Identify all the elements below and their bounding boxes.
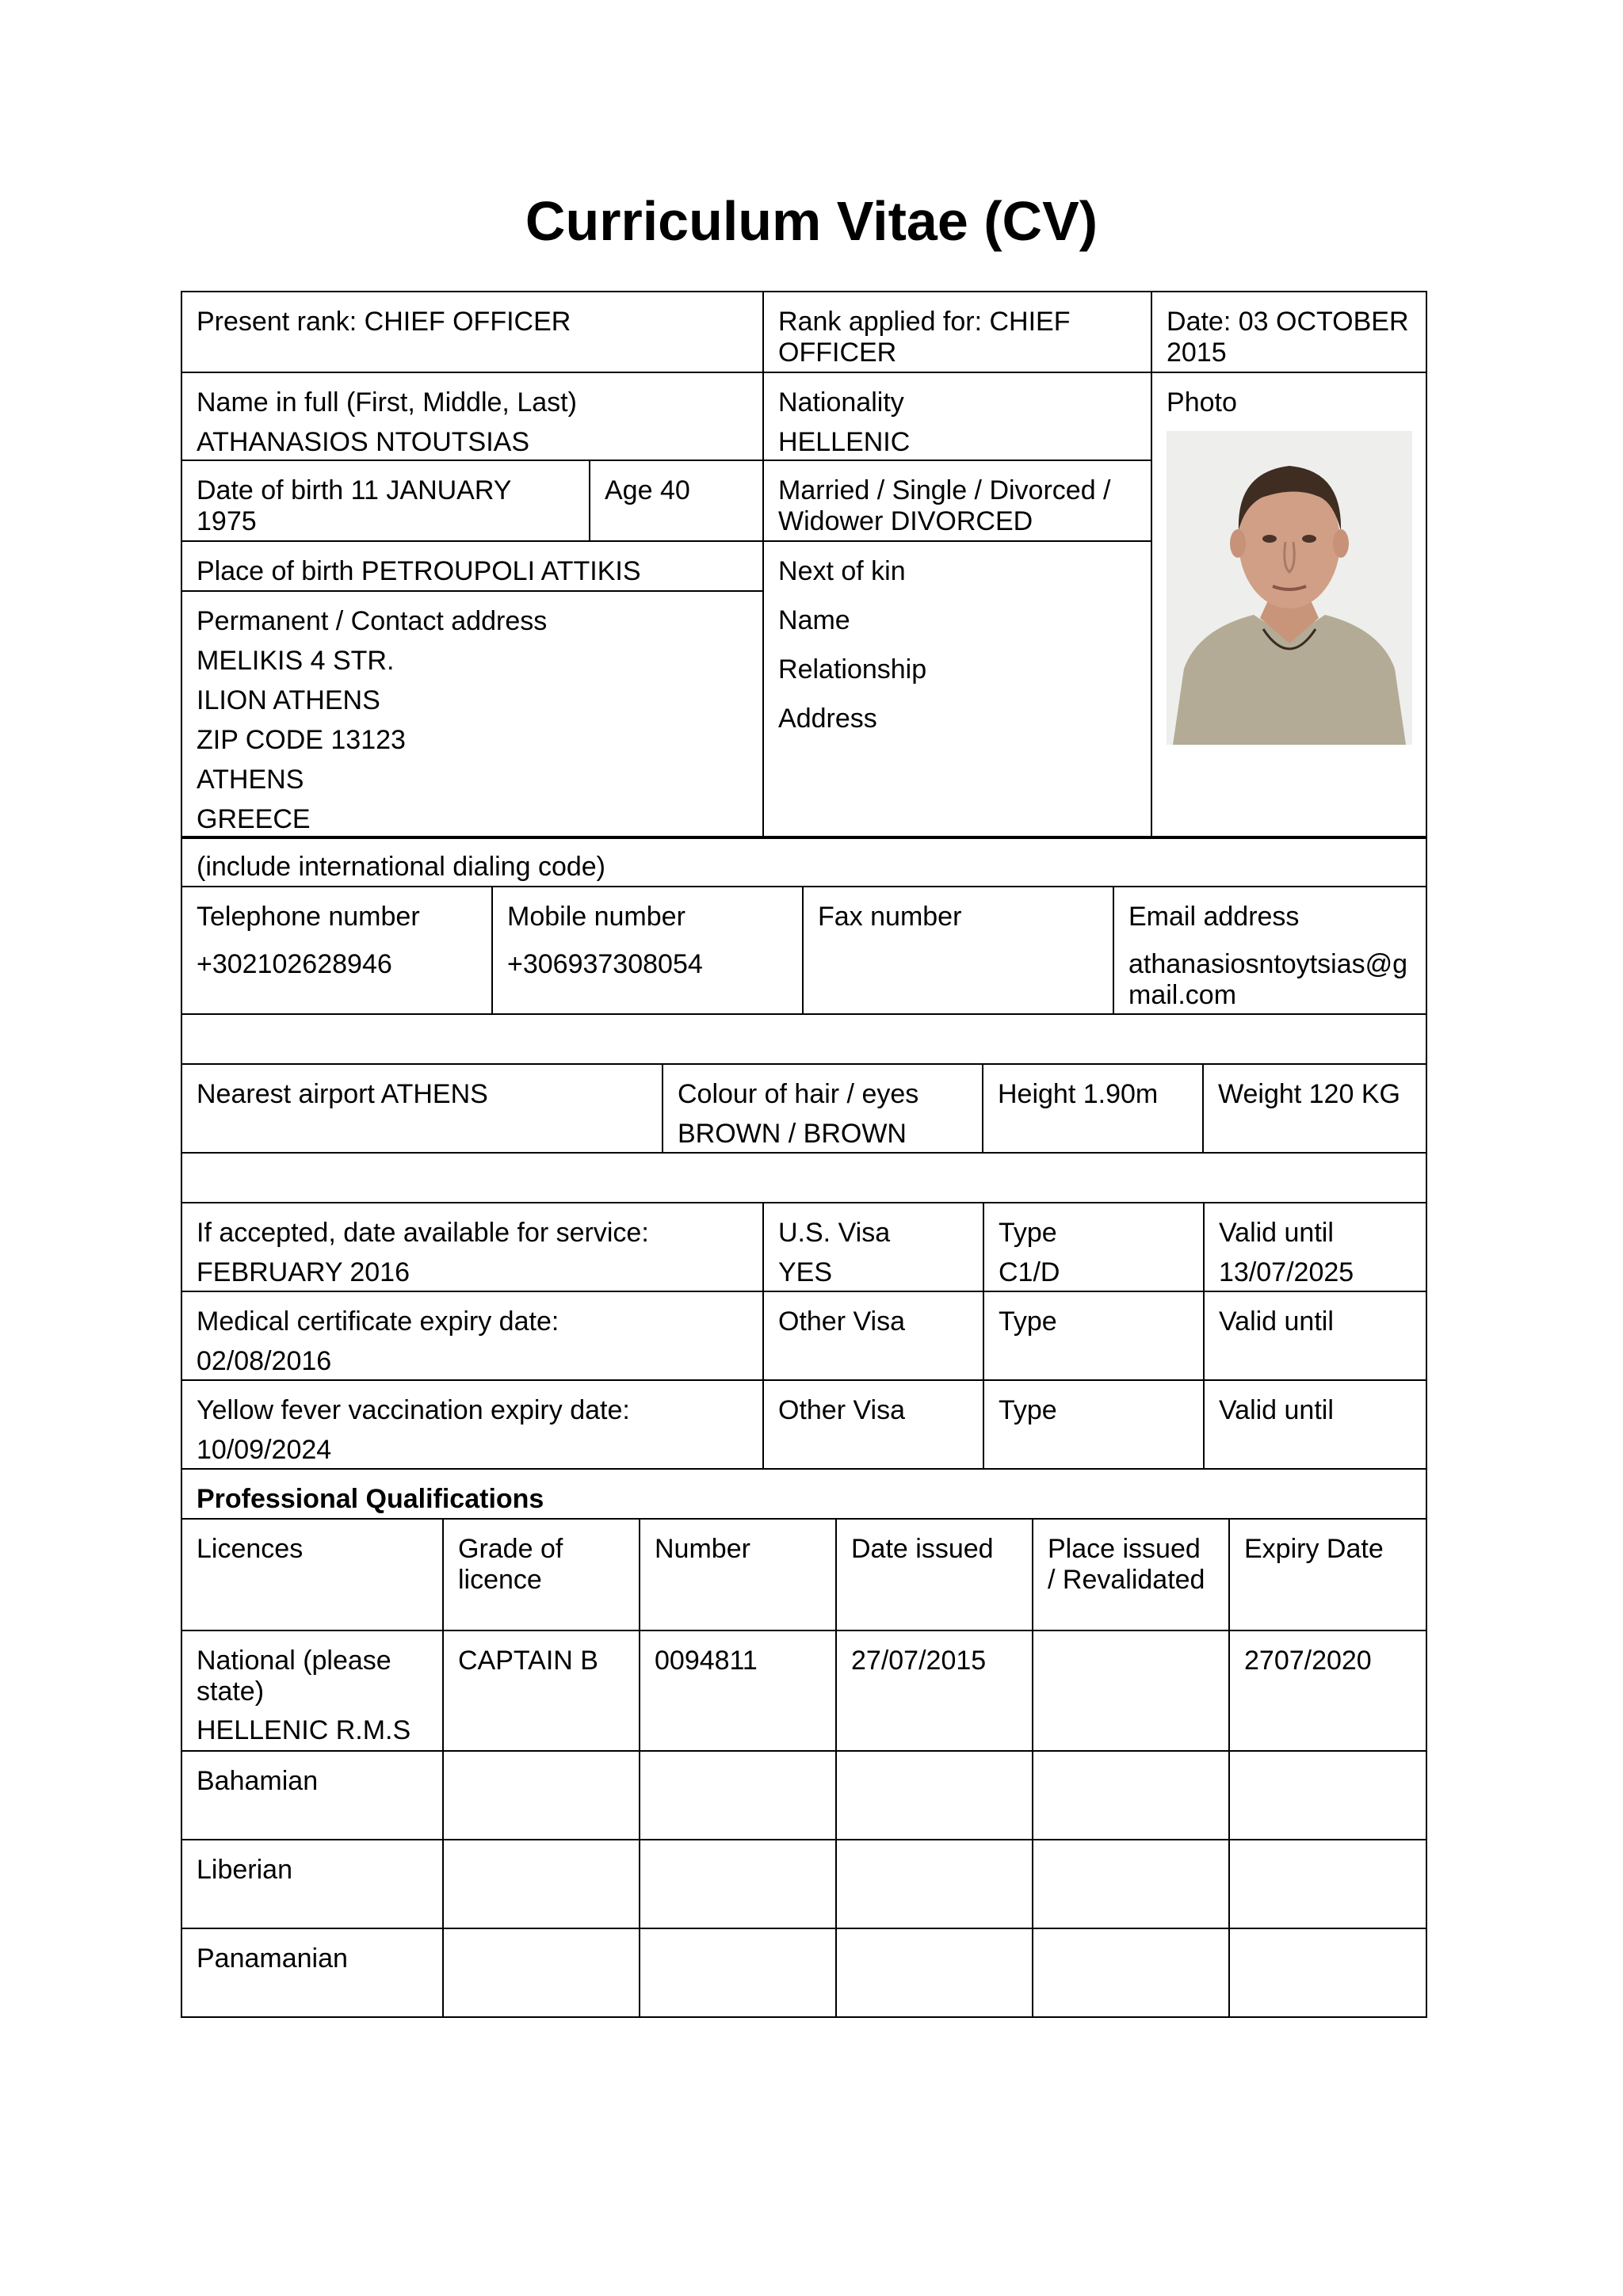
licence-country: Bahamian [181, 1751, 443, 1840]
us-visa-cell [763, 1203, 983, 1291]
medical-value: 02/08/2016 [197, 1346, 332, 1376]
applicant-photo-image [1167, 431, 1412, 745]
national-label: National (please state) [197, 1646, 391, 1707]
kin-name-label: Name [778, 605, 850, 635]
empty-cell [640, 1840, 836, 1928]
empty-cell [443, 1928, 640, 2017]
other-visa-label: Other Visa [763, 1291, 983, 1380]
nationality-label: Nationality [778, 387, 904, 418]
available-value: FEBRUARY 2016 [197, 1257, 410, 1287]
national-number: 0094811 [640, 1630, 836, 1751]
column-header: Grade of licence [443, 1519, 640, 1630]
personal-details-table [181, 291, 1427, 839]
licences-table [181, 1518, 1427, 2018]
place-of-birth: Place of birth PETROUPOLI ATTIKIS [181, 541, 763, 591]
medical-cell [181, 1291, 763, 1380]
licence-country: Panamanian [181, 1928, 443, 2017]
nationality-value: HELLENIC [778, 427, 911, 457]
column-header: Place issued / Revalidated [1033, 1519, 1229, 1630]
telephone-value: +302102628946 [197, 949, 392, 979]
table-row [181, 1840, 1426, 1928]
column-header: Expiry Date [1229, 1519, 1426, 1630]
marital-status: Married / Single / Divorced / Widower DIVORCED [763, 460, 1151, 541]
address-line: MELIKIS 4 STR. [197, 646, 395, 676]
fax-cell [803, 887, 1113, 1014]
address-line: ILION ATHENS [197, 685, 380, 715]
next-of-kin-label: Next of kin [778, 556, 906, 586]
column-header: Licences [181, 1519, 443, 1630]
hair-eyes-cell [663, 1064, 983, 1153]
hair-eyes-value: BROWN / BROWN [678, 1119, 907, 1149]
licence-country: Liberian [181, 1840, 443, 1928]
us-visa-valid-value: 13/07/2025 [1219, 1257, 1354, 1287]
dialing-code-note: (include international dialing code) [181, 837, 1426, 887]
telephone-label: Telephone number [197, 902, 420, 932]
telephone-cell [181, 887, 492, 1014]
national-date-issued: 27/07/2015 [836, 1630, 1033, 1751]
us-visa-type-label: Type [999, 1218, 1057, 1248]
us-visa-valid-label: Valid until [1219, 1218, 1334, 1248]
spacer-row [181, 1153, 1426, 1203]
weight: Weight 120 KG [1203, 1064, 1426, 1153]
page-title: Curriculum Vitae (CV) [525, 190, 1098, 252]
contact-table [181, 836, 1427, 1065]
email-label: Email address [1128, 902, 1300, 932]
other-visa-valid-label: Valid until [1204, 1291, 1426, 1380]
empty-cell [1229, 1928, 1426, 2017]
address-cell [181, 591, 763, 838]
availability-table [181, 1202, 1427, 1520]
date-of-birth: Date of birth 11 JANUARY 1975 [181, 460, 590, 541]
nearest-airport: Nearest airport ATHENS [181, 1064, 663, 1153]
empty-cell [836, 1840, 1033, 1928]
medical-label: Medical certificate expiry date: [197, 1306, 559, 1337]
photo-label: Photo [1167, 387, 1237, 418]
column-header: Date issued [836, 1519, 1033, 1630]
empty-cell [640, 1928, 836, 2017]
empty-cell [836, 1751, 1033, 1840]
mobile-value: +306937308054 [507, 949, 703, 979]
name-label: Name in full (First, Middle, Last) [197, 387, 577, 418]
nationality-cell [763, 372, 1151, 460]
fax-label: Fax number [818, 902, 962, 932]
yellow-fever-value: 10/09/2024 [197, 1435, 332, 1465]
physical-table [181, 1063, 1427, 1203]
us-visa-valid-cell [1204, 1203, 1426, 1291]
applicant-photo [1167, 431, 1412, 745]
hair-eyes-label: Colour of hair / eyes [678, 1079, 919, 1109]
address-line: ZIP CODE 13123 [197, 725, 406, 755]
empty-cell [836, 1928, 1033, 2017]
national-licence-cell [181, 1630, 443, 1751]
available-label: If accepted, date available for service: [197, 1218, 649, 1248]
empty-cell [640, 1751, 836, 1840]
kin-address-label: Address [778, 704, 877, 734]
height: Height 1.90m [983, 1064, 1203, 1153]
email-value: athanasiosntoytsias@gmail.com [1128, 949, 1408, 1010]
address-label: Permanent / Contact address [197, 606, 548, 636]
national-grade: CAPTAIN B [443, 1630, 640, 1751]
rank-applied: Rank applied for: CHIEF OFFICER [763, 292, 1151, 372]
other-visa-valid-label: Valid until [1204, 1380, 1426, 1469]
present-rank: Present rank: CHIEF OFFICER [181, 292, 763, 372]
empty-cell [1229, 1840, 1426, 1928]
table-row [181, 1630, 1426, 1751]
us-visa-value: YES [778, 1257, 833, 1287]
form-date: Date: 03 OCTOBER 2015 [1151, 292, 1426, 372]
mobile-label: Mobile number [507, 902, 685, 932]
table-row [181, 1751, 1426, 1840]
empty-cell [1033, 1840, 1229, 1928]
empty-cell [1033, 1928, 1229, 2017]
address-line: ATHENS [197, 765, 304, 795]
other-visa-type-label: Type [983, 1291, 1204, 1380]
other-visa-label: Other Visa [763, 1380, 983, 1469]
empty-cell [1033, 1751, 1229, 1840]
table-row [181, 1928, 1426, 2017]
spacer-row [181, 1014, 1426, 1064]
photo-cell [1151, 372, 1426, 838]
address-line: GREECE [197, 804, 311, 834]
mobile-cell [492, 887, 803, 1014]
national-expiry: 2707/2020 [1229, 1630, 1426, 1751]
kin-relationship-label: Relationship [778, 654, 927, 685]
other-visa-type-label: Type [983, 1380, 1204, 1469]
empty-cell [443, 1840, 640, 1928]
column-header: Number [640, 1519, 836, 1630]
yellow-fever-label: Yellow fever vaccination expiry date: [197, 1395, 630, 1425]
us-visa-type-value: C1/D [999, 1257, 1060, 1287]
us-visa-label: U.S. Visa [778, 1218, 891, 1248]
name-cell [181, 372, 763, 460]
email-cell [1113, 887, 1426, 1014]
us-visa-type-cell [983, 1203, 1204, 1291]
national-state: HELLENIC R.M.S [197, 1715, 411, 1745]
qualifications-heading: Professional Qualifications [181, 1469, 1426, 1519]
name-value: ATHANASIOS NTOUTSIAS [197, 427, 530, 457]
national-place-issued [1033, 1630, 1229, 1751]
yellow-fever-cell [181, 1380, 763, 1469]
empty-cell [1229, 1751, 1426, 1840]
next-of-kin-cell [763, 541, 1151, 838]
empty-cell [443, 1751, 640, 1840]
available-cell [181, 1203, 763, 1291]
age: Age 40 [590, 460, 763, 541]
